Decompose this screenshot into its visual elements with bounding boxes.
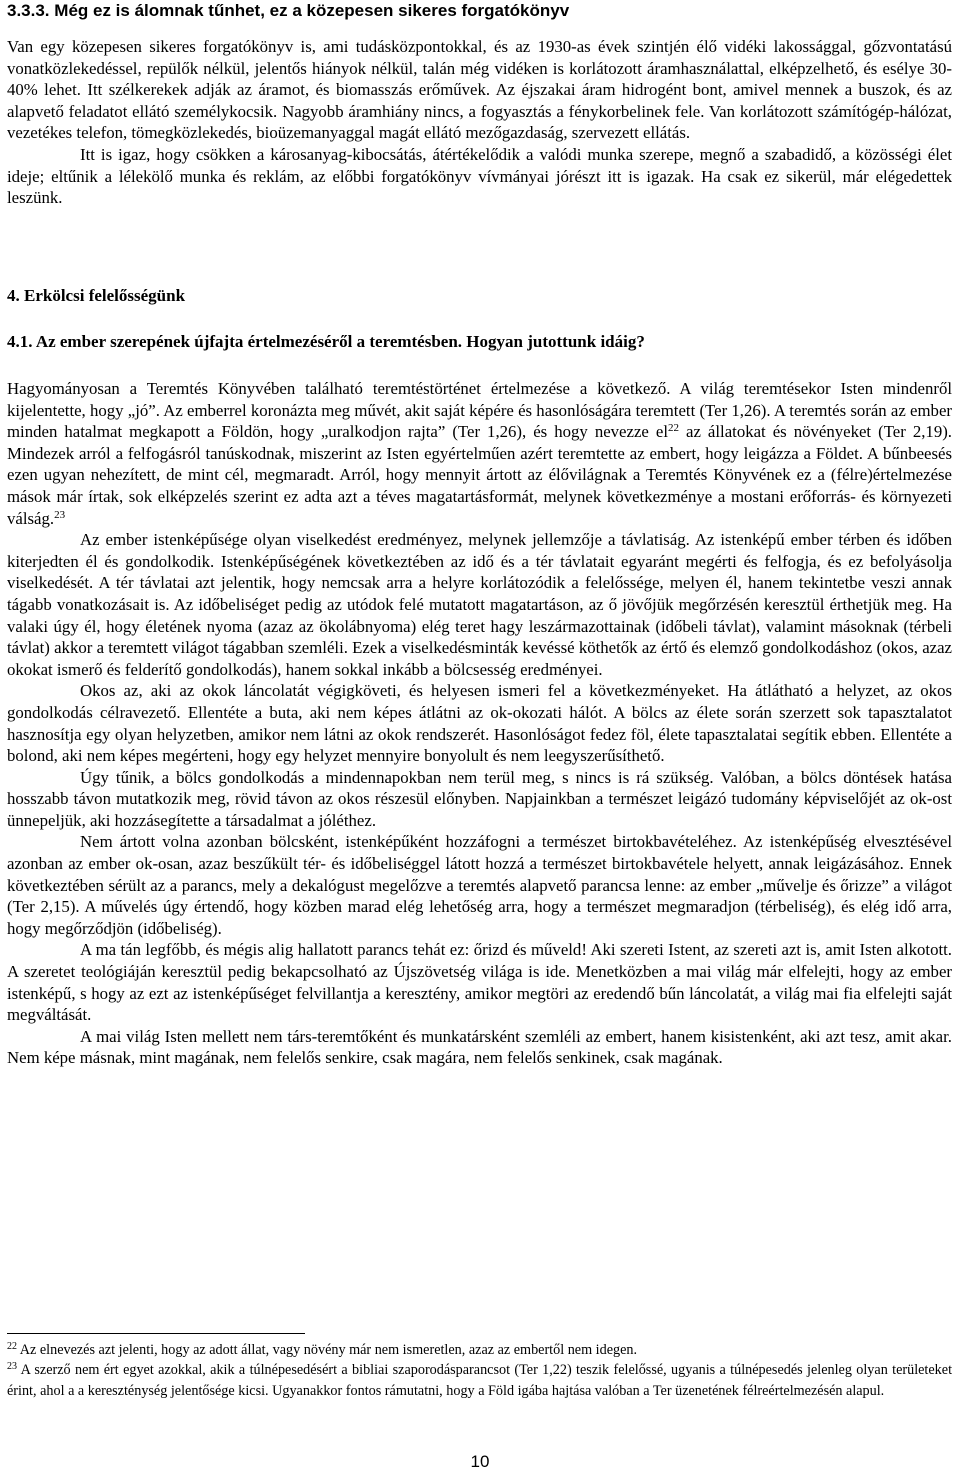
intro-paragraph-2: Itt is igaz, hogy csökken a károsanyag-kibocsátás, átértékelődik a valódi munka szerepe, megnő a szabadidő, a közösségi élet ideje; eltűnik a lélekölő munka és reklám, az előbbi forgatókönyv vívmányai jórészt itt is igazak. Ha csak ez sikerül, már elégedettek leszünk. bbox=[7, 144, 952, 208]
section-number: 3.3.3. bbox=[7, 1, 50, 20]
footnote-text: A szerző nem ért egyet azokkal, akik a túlnépesedésért a bibliai szaporodásparancsot (Ter 1,22) teszik felelőssé, ugyanis a túlnépesedés jelenleg olyan területeket érint, ahol a a kereszténység jelentősége kicsi. Ugyanakkor fontos rámutatni, hogy a Föld igába hajtása valóban a Ter üzenetének félreértelmezésén alapul. bbox=[7, 1362, 953, 1399]
body-paragraph-1-part-b: az állatokat és növényeket (Ter 2,19). Mindezek arról a felfogásról tanúskodnak, miszerint az Isten egyértelműen azért teremtette az embert, hogy leigázza a Földet. A bűnbeesés ezen ugyan nehezített, de mint cél, megmaradt. Arról, hogy mennyit ártott az élővilágnak a Teremtés Könyvének ez a (félre)értelmezése mások már írtak, sok elképzelés szerint ez adta azt a téves magatartásformát, melynek következménye a mostani erőforrás- és környezeti válság. bbox=[7, 422, 952, 528]
intro-paragraph-1: Van egy közepesen sikeres forgatókönyv is, ami tudásközpontokkal, és az 1930-as évek szintjén élő vidéki lakossággal, gőzvontatású vonatközlekedéssel, repülők nélkül, jelentős hiányok nélkül, talán még vidéken is korlátozott áramhasználattal, elképzelhető, és esélye 30-40% lehet. Itt szélkerekek adják az áramot, és biomasszás erőművek. Az éjszakai áram hidrogént bont, amivel mennek a buszok, és az alapvető feladatot ellátó személykocsik. Nagyobb áramhiány nincs, a fogyasztás a fénykorbelinek fele. Van korlátozott számítógép-hálózat, vezetékes telefon, tömegközlekedés, bioüzemanyaggal magát ellátó mezőgazdaság, szervezett ellátás. bbox=[7, 37, 952, 143]
section-title: Még ez is álomnak tűnhet, ez a közepesen sikeres forgatókönyv bbox=[54, 1, 570, 20]
footnote-22 bbox=[7, 1340, 952, 1360]
footnote-23 bbox=[7, 1360, 952, 1401]
subchapter-title: Az ember szerepének újfajta értelmezéséről a teremtésben. Hogyan jutottunk idáig? bbox=[35, 332, 645, 351]
page-number: 10 bbox=[470, 1452, 490, 1471]
section-heading bbox=[7, 0, 952, 22]
footnotes bbox=[7, 1340, 952, 1401]
footnote-number: 23 bbox=[7, 1361, 17, 1373]
subchapter-number: 4.1. bbox=[7, 332, 33, 351]
footnote-separator bbox=[7, 1333, 305, 1334]
footnote-number: 22 bbox=[7, 1341, 17, 1352]
body-paragraph-5: Nem ártott volna azonban bölcsként, istenképűként hozzáfogni a természet birtokbavételéhez. Az istenképűség elvesztésével azonban az ember ok-osan, azaz beszűkült tér- és időbeliséggel látott hozzá a természet birtokbavétele helyett, annak leigázásához. Ennek következtében sérült az a parancs, mely a dekalógust megelőzve a teremtés alapvető parancsa lenne: az ember „művelje és őrizze” a világot (Ter 2,15). A művelés úgy értendő, hogy közben marad elég lehetőség arra, hogy a természet megmaradjon (térbeliség), és elég idő arra, hogy megőrződjön (időbeliség). bbox=[7, 832, 952, 938]
body-paragraph-1 bbox=[7, 378, 952, 529]
footnote-text: Az elnevezés azt jelenti, hogy az adott állat, vagy növény már nem ismeretlen, azaz az embertől nem idegen. bbox=[19, 1342, 638, 1358]
body-paragraph-2: Az ember istenképűsége olyan viselkedést eredményez, melynek jellemzője a távlatiság. Az istenképű ember térben és időben kiterjedten él és gondolkodik. Istenképűségének következtében az idő és a tér távlatait egyaránt megérti és felfogja, és ez befolyásolja viselkedését. A tér távlatai azt jelentik, hogy nemcsak arra a helyre korlátozódik a felelőssége, melyen él, hanem tekintetbe veszi annak tágabb vonatkozásait is. Az időbeliséget pedig az utódok felé mutatott magatartáson, az ő jövőjük megőrzésén keresztül érthetjük meg. Ha valaki úgy él, hogy életének nyoma (azaz az ökolábnyoma) elég teret hagy leszármazottainak (időbeli távlat), valamint másoknak (térbeli távlat) akkor a teremtett világot tágabban szemléli. Ezek a viselkedésminták kevéssé köthetők az értő és elemző gondolkodáshoz (okos, azaz okokat ismerő és felderítő gondolkodás), hanem sokkal inkább a bölcsesség eredményei. bbox=[7, 530, 952, 679]
body-paragraph-4: Úgy tűnik, a bölcs gondolkodás a mindennapokban nem terül meg, s nincs is rá szükség. Valóban, a bölcs döntések hatása hosszabb távon mutatkozik meg, rövid távon az okos részesül előnyben. Napjainkban a természet leigázó tudomány képviselőjét az ok-ost ünnepeljük, aki hozzásegítette a társadalmat a jóléthez. bbox=[7, 767, 952, 830]
body-paragraph-6: A ma tán legfőbb, és mégis alig hallatott parancs tehát ez: őrizd és műveld! Aki szereti Istent, az szereti azt is, amit Isten alkotott. A szeretet teológiáján keresztül pedig bekapcsolható az Újszövetség világa is ide. Menetközben a mai világ már elfelejti, hogy az ember istenképű, s hogy az ezt az istenképűséget felvillantja a keresztény, amikor megtöri az eredendő bűn láncolatát, a világ mai fia elfelejti saját megváltását. bbox=[7, 940, 952, 1025]
chapter-number: 4. bbox=[7, 286, 20, 305]
intro-block bbox=[7, 36, 952, 209]
body-paragraph-3: Okos az, aki az okok láncolatát végigköveti, és helyesen ismeri fel a következményeket. Ha átlátható a helyzet, az okos gondolkodás célravezető. Ellentéte a buta, aki nem képes átlátni az ok-okozati hálót. A bölcs az élete során szerzett sok tapasztalatot hasznosítja egy olyan helyzetben, amikor nem látni az okok rendszerét. Hasonlóságot fedez föl, élete tapasztalatai segítik ebben. Ellentéte a bolond, aki nem képes megérteni, hogy egy helyzet mennyire bonyolult és nem leegyszerűsíthető. bbox=[7, 681, 952, 766]
footnote-ref-23[interactable]: 23 bbox=[54, 508, 66, 521]
body-block bbox=[7, 378, 952, 1069]
footnote-ref-22[interactable]: 22 bbox=[667, 422, 679, 435]
subchapter-heading bbox=[7, 331, 645, 353]
body-paragraph-1-part-a: Hagyományosan a Teremtés Könyvében található teremtéstörténet értelmezése a következő. A világ teremtésekor Isten mindenről kijelentette, hogy „jó”. Az emberrel koronázta meg művét, akit saját képére és hasonlóságára teremtett (Ter 1,26). A teremtés során az ember minden hatalmat megkapott a Földön, hogy „uralkodjon rajta” (Ter 1,26), és hogy nevezze el bbox=[7, 379, 952, 442]
chapter-title: Erkölcsi felelősségünk bbox=[24, 286, 186, 305]
chapter-heading bbox=[7, 285, 185, 307]
body-paragraph-7: A mai világ Isten mellett nem társ-teremtőként és munkatársként szemléli az embert, hanem kisistenként, aki azt tesz, amit akar. Nem képe másnak, mint magának, nem felelős senkire, csak magára, nem felelős senkinek, csak magának. bbox=[7, 1026, 952, 1068]
